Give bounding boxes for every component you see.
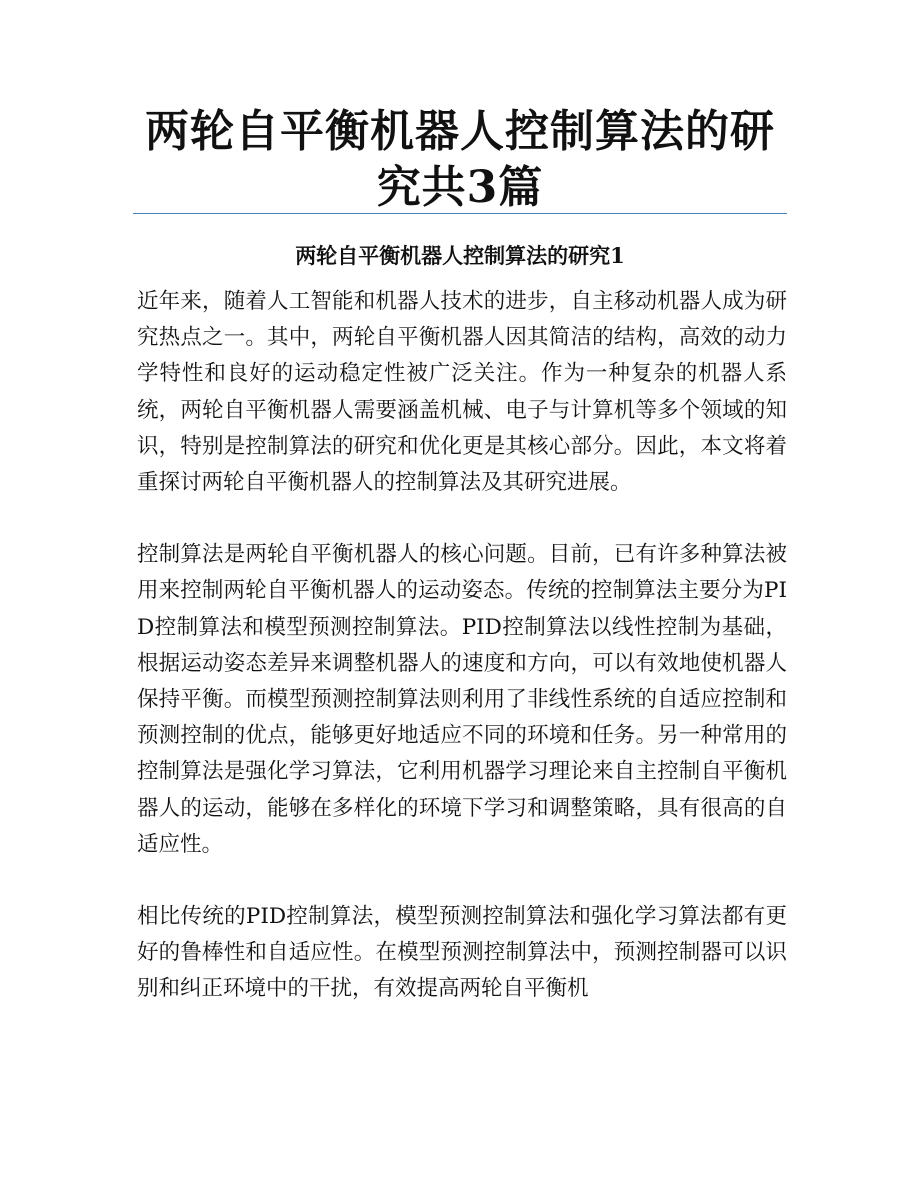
document-title: 两轮自平衡机器人控制算法的研究共3篇 <box>145 106 775 213</box>
paragraph-1: 近年来，随着人工智能和机器人技术的进步，自主移动机器人成为研究热点之一。其中，两轮自平衡机器人因其简洁的结构，高效的动力学特性和良好的运动稳定性被广泛关注。作为一种复杂的机器人系统，两轮自平衡机器人需要涵盖机械、电子与计算机等多个领域的知识，特别是控制算法的研究和优化更是其核心部分。因此，本文将着重探讨两轮自平衡机器人的控制算法及其研究进展。 <box>137 289 787 496</box>
body-text <box>137 284 787 1044</box>
paragraph-2: 控制算法是两轮自平衡机器人的核心问题。目前，已有许多种算法被用来控制两轮自平衡机器人的运动姿态。传统的控制算法主要分为PID控制算法和模型预测控制算法。PID控制算法以线性控制为基础，根据运动姿态差异来调整机器人的速度和方向，可以有效地使机器人保持平衡。而模型预测控制算法则利用了非线性系统的自适应控制和预测控制的优点，能够更好地适应不同的环境和任务。另一种常用的控制算法是强化学习算法，它利用机器学习理论来自主控制自平衡机器人的运动，能够在多样化的环境下学习和调整策略，具有很高的自适应性。 <box>137 542 787 857</box>
title-divider <box>133 213 787 214</box>
paragraph-3: 相比传统的PID控制算法，模型预测控制算法和强化学习算法都有更好的鲁棒性和自适应性。在模型预测控制算法中，预测控制器可以识别和纠正环境中的干扰，有效提高两轮自平衡机 <box>137 904 787 1002</box>
section-heading: 两轮自平衡机器人控制算法的研究1 <box>295 243 625 268</box>
